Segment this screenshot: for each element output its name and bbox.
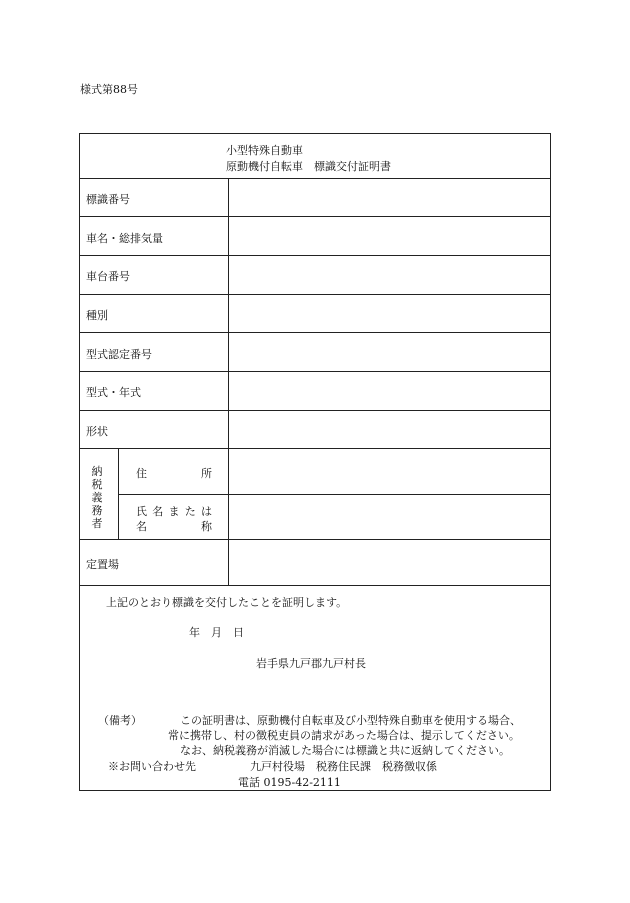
label-type: 種別 bbox=[86, 309, 108, 322]
issue-date: 年 月 日 bbox=[189, 626, 244, 639]
label-model-year: 型式・年式 bbox=[86, 386, 141, 399]
form-number: 様式第88号 bbox=[80, 83, 138, 96]
row-divider bbox=[79, 539, 551, 540]
contact-phone: 電話 0195-42-2111 bbox=[238, 776, 341, 789]
label-storage-place: 定置場 bbox=[86, 558, 119, 571]
row-divider bbox=[79, 585, 551, 586]
remarks-line-3: なお、納税義務が消滅した場合には標識と共に返納してください。 bbox=[180, 744, 510, 757]
title-line-2: 原動機付自転車 標識交付証明書 bbox=[226, 160, 391, 173]
column-divider bbox=[228, 178, 229, 585]
certificate-title bbox=[226, 143, 391, 175]
remarks-label: （備考） bbox=[98, 714, 142, 727]
row-divider bbox=[79, 448, 551, 449]
row-divider bbox=[79, 371, 551, 372]
contact-office: 九戸村役場 税務住民課 税務徴収係 bbox=[250, 760, 437, 773]
label-name-line-1: 氏 名 ま た は bbox=[136, 505, 212, 518]
row-divider bbox=[79, 255, 551, 256]
issuer-name: 岩手県九戸郡九戸村長 bbox=[256, 657, 366, 670]
column-divider bbox=[118, 448, 119, 539]
row-divider bbox=[79, 178, 551, 179]
label-chassis-number: 車台番号 bbox=[86, 270, 130, 283]
certification-statement: 上記のとおり標識を交付したことを証明します。 bbox=[106, 596, 348, 609]
label-type-approval: 型式認定番号 bbox=[86, 348, 152, 361]
remarks-line-1: この証明書は、原動機付自転車及び小型特殊自動車を使用する場合、 bbox=[180, 714, 521, 727]
row-divider bbox=[118, 494, 551, 495]
label-address: 住 所 bbox=[136, 467, 212, 480]
contact-label: ※お問い合わせ先 bbox=[108, 760, 196, 773]
row-divider bbox=[79, 216, 551, 217]
row-divider bbox=[79, 294, 551, 295]
remarks-line-2: 常に携帯し、村の徴税吏員の請求があった場合は、提示してください。 bbox=[168, 729, 520, 742]
row-divider bbox=[79, 332, 551, 333]
row-divider bbox=[79, 410, 551, 411]
label-vehicle-name: 車名・総排気量 bbox=[86, 232, 163, 245]
label-shape: 形状 bbox=[86, 425, 108, 438]
label-taxpayer: 納税義務者 bbox=[91, 465, 103, 530]
title-line-1: 小型特殊自動車 bbox=[226, 144, 303, 157]
label-name-line-2: 名 称 bbox=[136, 520, 212, 533]
label-plate-number: 標識番号 bbox=[86, 193, 130, 206]
